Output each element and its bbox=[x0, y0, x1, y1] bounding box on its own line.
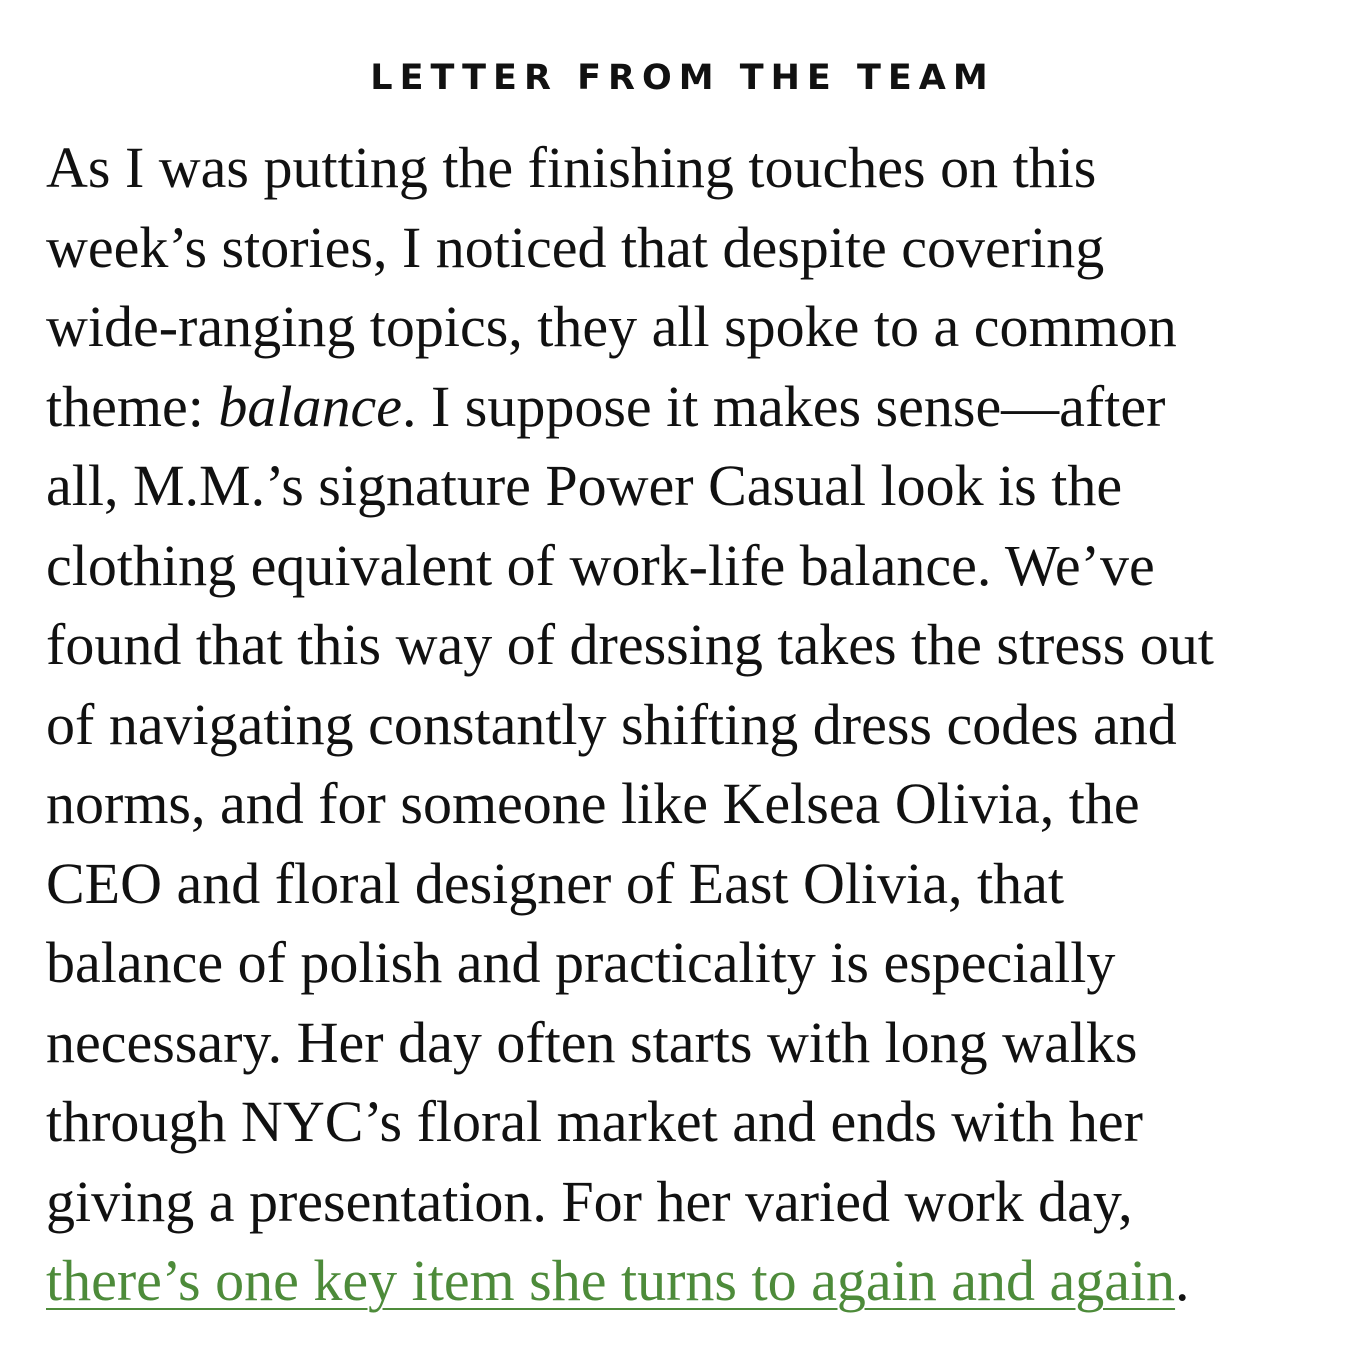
body-text-fragment: theme: bbox=[46, 373, 219, 439]
body-line: CEO and floral designer of East Olivia, that bbox=[46, 850, 1064, 916]
end-punctuation: . bbox=[1175, 1248, 1190, 1313]
body-line bbox=[46, 1241, 1336, 1321]
body-line: As I was putting the finishing touches on this bbox=[46, 135, 1097, 200]
letter-heading: LETTER FROM THE TEAM bbox=[370, 58, 995, 98]
letter-body bbox=[46, 128, 1336, 1321]
body-line: all, M.M.’s signature Power Casual look is the bbox=[46, 453, 1123, 518]
body-line: of navigating constantly shifting dress codes and bbox=[46, 691, 1177, 757]
body-line: week’s stories, I noticed that despite covering bbox=[46, 214, 1105, 280]
body-line: clothing equivalent of work-life balance. We’ve bbox=[46, 532, 1155, 598]
letter-section bbox=[46, 0, 1336, 1321]
body-text-fragment: . I suppose it makes sense—after bbox=[401, 373, 1166, 439]
emphasized-word: balance bbox=[218, 373, 402, 439]
body-line: giving a presentation. For her varied work day, bbox=[46, 1168, 1133, 1234]
body-line bbox=[46, 367, 1336, 447]
body-line: through NYC’s floral market and ends with her bbox=[46, 1089, 1143, 1154]
body-line: wide-ranging topics, they all spoke to a common bbox=[46, 294, 1177, 359]
body-line: found that this way of dressing takes the stress out bbox=[46, 612, 1214, 677]
body-line: balance of polish and practicality is especially bbox=[46, 930, 1116, 995]
body-line: necessary. Her day often starts with long walks bbox=[46, 1009, 1138, 1075]
key-item-link[interactable]: there’s one key item she turns to again and again bbox=[46, 1248, 1176, 1313]
body-line: norms, and for someone like Kelsea Olivia, the bbox=[46, 771, 1140, 836]
